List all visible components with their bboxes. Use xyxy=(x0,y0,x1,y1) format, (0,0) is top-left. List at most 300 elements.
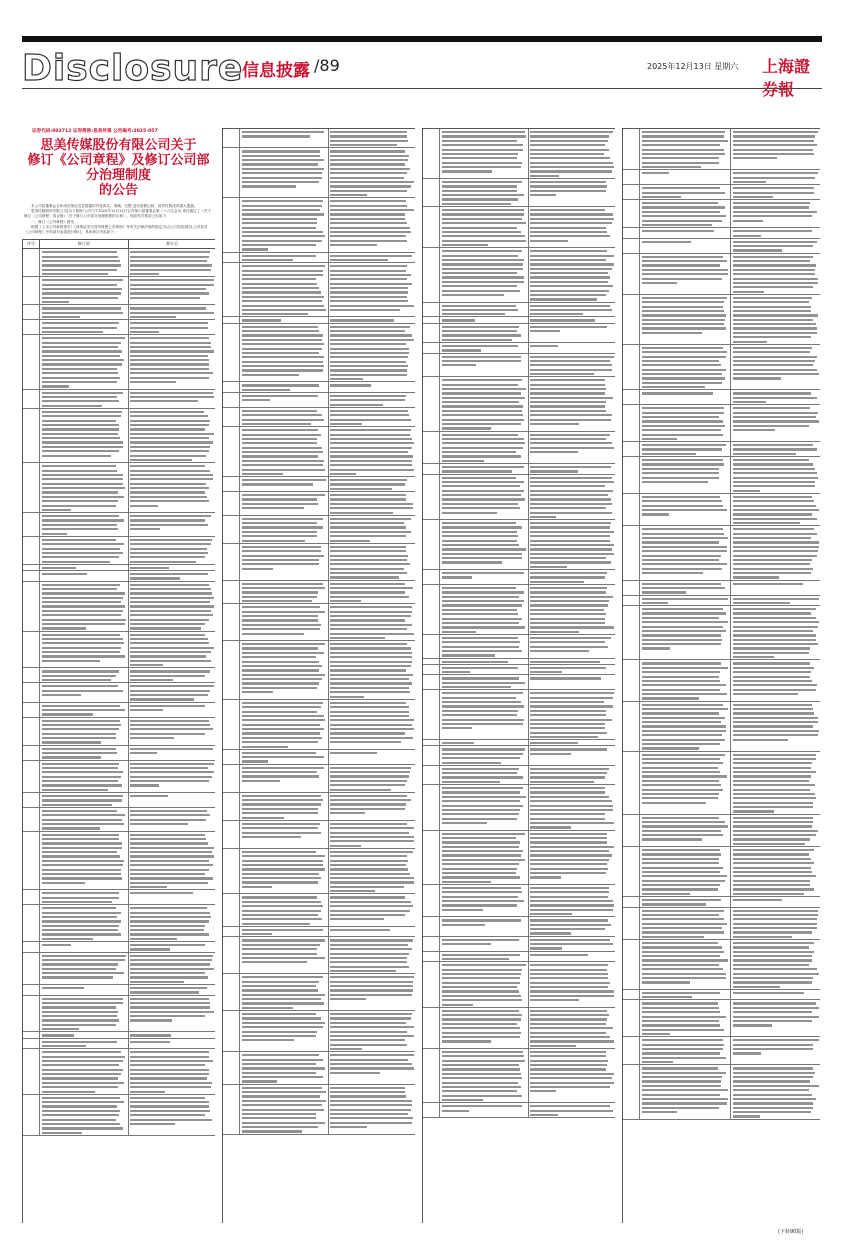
text-line xyxy=(330,1063,412,1065)
text-line xyxy=(530,796,609,798)
text-line xyxy=(733,310,811,312)
text-line xyxy=(42,350,122,352)
row-number-cell xyxy=(423,962,440,1007)
text-line xyxy=(733,893,805,895)
text-line xyxy=(442,309,518,311)
text-block xyxy=(130,998,215,1022)
text-line xyxy=(733,505,817,507)
text-line xyxy=(733,220,764,222)
after-cell xyxy=(731,1065,820,1118)
text-line xyxy=(242,914,318,916)
after-cell xyxy=(529,248,616,301)
text-block xyxy=(642,1067,729,1113)
before-cell xyxy=(640,1037,731,1064)
before-cell xyxy=(240,937,329,973)
text-line xyxy=(42,789,109,791)
text-line xyxy=(642,725,726,727)
text-line xyxy=(642,269,728,271)
text-line xyxy=(42,337,125,339)
text-block xyxy=(42,567,127,569)
text-line xyxy=(733,899,783,901)
text-block xyxy=(130,892,215,894)
text-line xyxy=(242,661,320,663)
before-cell xyxy=(240,393,329,407)
text-line xyxy=(642,1061,674,1063)
text-line xyxy=(242,464,324,466)
table-row xyxy=(23,632,215,669)
text-line xyxy=(442,631,476,633)
text-line xyxy=(330,647,411,649)
text-line xyxy=(530,438,606,440)
text-line xyxy=(42,810,118,812)
text-line xyxy=(42,528,118,530)
before-cell xyxy=(40,582,129,631)
text-line xyxy=(642,144,720,146)
text-line xyxy=(42,634,120,636)
text-line xyxy=(330,305,414,307)
text-line xyxy=(42,1002,124,1004)
text-line xyxy=(242,255,317,257)
text-line xyxy=(442,973,521,975)
text-line xyxy=(642,1089,729,1091)
text-line xyxy=(242,1122,326,1124)
text-line xyxy=(442,203,511,205)
text-line xyxy=(330,989,413,991)
before-cell xyxy=(40,1095,129,1135)
text-line xyxy=(442,939,520,941)
text-line xyxy=(733,397,818,399)
text-line xyxy=(130,933,209,935)
text-line xyxy=(442,140,517,142)
text-line xyxy=(733,806,813,808)
text-line xyxy=(642,297,728,299)
text-line xyxy=(442,1051,523,1053)
text-line xyxy=(530,850,609,852)
text-line xyxy=(442,705,525,707)
text-block xyxy=(442,667,527,674)
text-line xyxy=(530,667,606,669)
text-line xyxy=(42,842,122,844)
text-line xyxy=(530,485,605,487)
row-number-cell xyxy=(623,897,640,907)
text-block xyxy=(330,518,415,542)
after-cell xyxy=(529,464,616,474)
text-line xyxy=(442,1060,525,1062)
table-row xyxy=(623,390,820,405)
after-cell xyxy=(731,254,820,294)
text-line xyxy=(130,1051,209,1053)
table-row xyxy=(423,937,615,952)
text-block xyxy=(330,823,415,847)
text-line xyxy=(130,823,188,825)
text-line xyxy=(530,498,611,500)
text-line xyxy=(42,955,126,957)
text-line xyxy=(330,209,414,211)
text-line xyxy=(242,1080,277,1082)
text-line xyxy=(242,483,313,485)
text-line xyxy=(642,717,725,719)
text-line xyxy=(642,196,681,198)
row-number-cell xyxy=(23,537,40,564)
text-line xyxy=(242,665,322,667)
text-line xyxy=(42,705,121,707)
text-block xyxy=(442,356,527,367)
text-line xyxy=(242,265,325,267)
text-line xyxy=(642,273,729,275)
text-line xyxy=(642,977,726,979)
text-line xyxy=(330,172,407,174)
text-line xyxy=(330,365,408,367)
text-line xyxy=(733,1080,810,1082)
text-line xyxy=(642,1039,723,1041)
text-line xyxy=(733,1020,813,1022)
intro-paragraph: 一、修订《公司章程》情况 xyxy=(31,219,75,224)
text-line xyxy=(530,557,606,559)
after-cell xyxy=(129,832,216,890)
text-line xyxy=(642,373,722,375)
after-cell xyxy=(329,263,416,316)
text-line xyxy=(242,526,324,528)
before-cell xyxy=(240,516,329,543)
after-cell xyxy=(329,544,416,580)
text-line xyxy=(242,728,325,730)
text-line xyxy=(42,411,123,413)
text-line xyxy=(530,240,568,242)
text-line xyxy=(242,633,305,635)
after-cell xyxy=(129,718,216,745)
text-line xyxy=(642,1029,725,1031)
text-line xyxy=(530,591,606,593)
text-line xyxy=(733,1067,814,1069)
text-line xyxy=(42,987,85,989)
text-line xyxy=(642,591,686,593)
text-line xyxy=(642,612,727,614)
text-line xyxy=(642,1107,720,1109)
before-cell xyxy=(440,585,529,634)
text-line xyxy=(442,1032,522,1034)
text-line xyxy=(642,301,724,303)
text-line xyxy=(242,994,325,996)
table-row xyxy=(23,996,215,1033)
text-line xyxy=(733,206,810,208)
text-block xyxy=(733,202,820,222)
text-line xyxy=(733,306,811,308)
text-block xyxy=(330,326,415,381)
text-line xyxy=(242,568,273,570)
text-line xyxy=(242,929,323,931)
text-line xyxy=(330,661,412,663)
text-line xyxy=(130,972,205,974)
text-line xyxy=(642,533,725,535)
text-line xyxy=(642,968,724,970)
text-line xyxy=(530,1077,612,1079)
text-line xyxy=(130,368,209,370)
after-cell xyxy=(329,641,416,699)
row-number-cell xyxy=(223,148,240,197)
text-line xyxy=(442,646,519,648)
text-line xyxy=(130,264,212,266)
text-block xyxy=(642,297,729,334)
text-line xyxy=(530,896,608,898)
text-block xyxy=(642,662,729,699)
text-line xyxy=(530,671,562,673)
text-line xyxy=(330,728,414,730)
text-line xyxy=(130,567,169,569)
text-line xyxy=(330,970,396,972)
text-line xyxy=(242,1054,320,1056)
after-cell xyxy=(329,849,416,894)
text-line xyxy=(642,444,727,446)
text-line xyxy=(130,614,213,616)
text-line xyxy=(42,929,119,931)
text-line xyxy=(530,447,614,449)
after-cell xyxy=(329,581,416,604)
text-line xyxy=(530,650,589,652)
text-line xyxy=(642,559,720,561)
row-number-cell xyxy=(23,632,40,668)
page-number: /89 xyxy=(314,56,340,75)
text-line xyxy=(733,717,819,719)
after-cell xyxy=(129,320,216,334)
before-cell xyxy=(40,513,129,536)
text-line xyxy=(242,760,268,762)
text-block xyxy=(442,477,527,514)
text-line xyxy=(530,587,607,589)
before-cell xyxy=(40,746,129,760)
text-line xyxy=(42,938,94,940)
text-line xyxy=(442,531,518,533)
text-line xyxy=(330,518,411,520)
text-line xyxy=(130,548,207,550)
text-line xyxy=(733,643,818,645)
text-line xyxy=(130,269,211,271)
text-line xyxy=(42,933,122,935)
after-cell xyxy=(529,690,616,739)
text-line xyxy=(530,863,607,865)
table-row xyxy=(623,1037,820,1065)
table-row xyxy=(423,377,615,431)
table-row xyxy=(23,513,215,537)
text-line xyxy=(242,628,321,630)
row-number-cell xyxy=(23,703,40,717)
text-block xyxy=(42,705,127,716)
text-line xyxy=(330,771,410,773)
text-line xyxy=(530,626,614,628)
text-block xyxy=(330,1087,415,1129)
text-block xyxy=(242,326,327,376)
text-line xyxy=(242,981,320,983)
text-block xyxy=(530,637,615,652)
table-row xyxy=(423,179,615,207)
text-line xyxy=(442,218,522,220)
text-line xyxy=(242,868,326,870)
before-cell xyxy=(440,952,529,962)
after-cell xyxy=(329,1085,416,1134)
text-line xyxy=(642,862,719,864)
text-line xyxy=(42,627,87,629)
text-line xyxy=(442,190,517,192)
text-line xyxy=(442,305,516,307)
text-line xyxy=(642,1102,727,1104)
before-cell xyxy=(40,537,129,564)
text-block xyxy=(130,515,215,530)
text-line xyxy=(242,451,323,453)
text-block xyxy=(42,795,127,806)
text-line xyxy=(242,305,324,307)
before-cell xyxy=(440,659,529,664)
text-line xyxy=(330,812,365,814)
text-line xyxy=(330,767,411,769)
after-cell xyxy=(731,526,820,579)
text-line xyxy=(242,591,319,593)
after-cell xyxy=(129,571,216,581)
text-block xyxy=(733,407,820,431)
text-line xyxy=(733,373,820,375)
before-cell xyxy=(40,905,129,941)
text-block xyxy=(442,677,527,688)
text-line xyxy=(642,893,691,895)
text-block xyxy=(242,131,327,138)
text-line xyxy=(530,434,610,436)
before-cell xyxy=(240,750,329,764)
text-line xyxy=(42,1056,125,1058)
text-line xyxy=(130,573,208,575)
text-line xyxy=(733,789,811,791)
table-row xyxy=(223,516,415,544)
text-line xyxy=(242,395,318,397)
row-number-cell xyxy=(423,937,440,951)
text-block xyxy=(733,1002,820,1026)
text-line xyxy=(442,131,526,133)
text-line xyxy=(42,260,121,262)
text-block xyxy=(642,202,729,226)
before-cell xyxy=(440,740,529,745)
text-line xyxy=(330,240,407,242)
text-line xyxy=(442,360,522,362)
text-line xyxy=(733,612,812,614)
text-line xyxy=(642,758,721,760)
text-line xyxy=(442,1040,492,1042)
text-line xyxy=(530,913,572,915)
before-cell xyxy=(640,185,731,199)
row-number-cell xyxy=(623,200,640,227)
after-cell xyxy=(731,581,820,595)
text-line xyxy=(330,864,406,866)
text-line xyxy=(442,613,519,615)
text-block xyxy=(130,279,215,299)
text-line xyxy=(42,487,125,489)
text-line xyxy=(530,904,614,906)
text-line xyxy=(642,377,725,379)
text-line xyxy=(733,821,814,823)
text-line xyxy=(442,943,492,945)
text-line xyxy=(330,473,356,475)
text-line xyxy=(642,278,723,280)
text-line xyxy=(733,918,818,920)
text-line xyxy=(530,826,571,828)
text-line xyxy=(130,428,205,430)
text-line xyxy=(530,736,598,738)
text-line xyxy=(242,587,325,589)
text-block xyxy=(530,748,615,755)
text-line xyxy=(733,1002,817,1004)
text-line xyxy=(330,274,411,276)
text-line xyxy=(42,968,116,970)
text-line xyxy=(530,345,558,347)
text-block xyxy=(733,608,820,658)
text-line xyxy=(242,989,319,991)
text-block xyxy=(130,573,215,580)
text-line xyxy=(530,1027,613,1029)
text-line xyxy=(442,753,524,755)
text-line xyxy=(442,227,517,229)
row-number-cell xyxy=(423,464,440,474)
text-line xyxy=(330,851,413,853)
text-line xyxy=(330,715,409,717)
text-block xyxy=(130,539,215,563)
text-line xyxy=(130,882,208,884)
row-number-cell xyxy=(423,885,440,916)
text-line xyxy=(330,442,414,444)
text-line xyxy=(42,619,126,621)
after-cell xyxy=(529,746,616,764)
text-line xyxy=(530,1060,608,1062)
text-line xyxy=(733,323,816,325)
text-line xyxy=(642,314,726,316)
text-line xyxy=(642,643,722,645)
text-line xyxy=(642,951,724,953)
text-line xyxy=(130,1011,214,1013)
table-row xyxy=(23,1039,215,1050)
text-line xyxy=(130,1041,170,1043)
text-line xyxy=(530,837,607,839)
text-line xyxy=(42,450,119,452)
text-line xyxy=(530,379,605,381)
after-cell xyxy=(129,808,216,831)
after-cell xyxy=(731,596,820,606)
before-cell xyxy=(440,317,529,322)
text-line xyxy=(330,957,407,959)
text-line xyxy=(642,923,727,925)
text-block xyxy=(642,1002,729,1035)
text-line xyxy=(130,1101,209,1103)
text-line xyxy=(42,491,119,493)
text-line xyxy=(733,230,813,232)
text-line xyxy=(530,259,606,261)
text-line xyxy=(330,1072,380,1074)
before-cell xyxy=(240,927,329,937)
text-block xyxy=(442,748,527,763)
before-cell xyxy=(40,409,129,462)
text-line xyxy=(130,446,210,448)
text-line xyxy=(330,669,406,671)
text-line xyxy=(442,800,520,802)
text-line xyxy=(442,490,524,492)
text-line xyxy=(242,1087,322,1089)
table-row xyxy=(423,665,615,676)
text-line xyxy=(330,724,412,726)
column-2 xyxy=(222,128,415,1223)
text-line xyxy=(242,429,319,431)
text-line xyxy=(42,297,118,299)
text-block xyxy=(442,131,527,173)
row-number-cell xyxy=(23,832,40,890)
text-line xyxy=(42,647,121,649)
after-cell xyxy=(129,668,216,682)
text-block xyxy=(130,634,215,667)
text-line xyxy=(42,814,126,816)
text-line xyxy=(530,982,610,984)
